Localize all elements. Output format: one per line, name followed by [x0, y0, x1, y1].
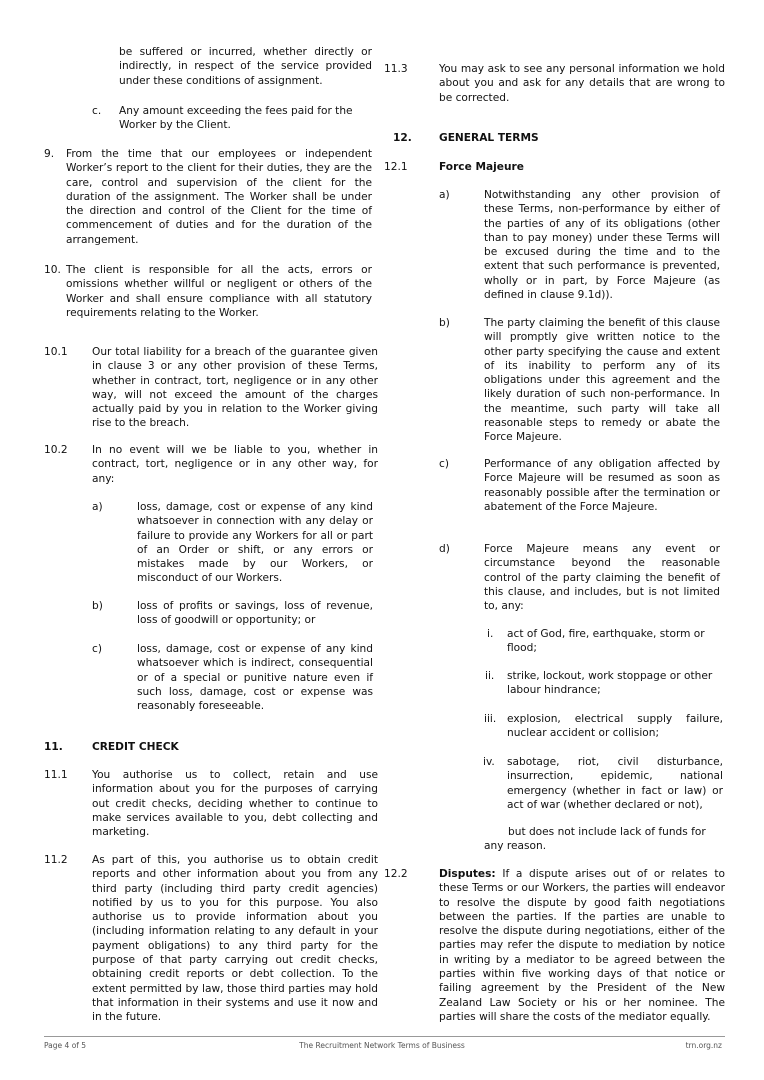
clause-9-text: From the time that our employees or independent Worker’s report to the client for their duties, they are the care, control and supervision of the client for the duration of the assignment. The Worker shall be under the direction and control of the Client for the time of commencement of duties and for the duration of the arrangement.: [66, 148, 372, 246]
force-majeure-a-label: a): [439, 189, 450, 201]
force-majeure-c-label: c): [439, 458, 449, 470]
force-majeure-sub-iii-label: iii.: [484, 713, 497, 725]
footer-website: trn.org.nz: [685, 1041, 722, 1050]
section-12-number: 12.: [393, 132, 412, 144]
force-majeure-sub-iv-text: sabotage, riot, civil disturbance, insurrection, epidemic, national emergency (whether in fact or law) or act of war (whether declared or not),: [507, 756, 723, 811]
force-majeure-c-text: Performance of any obligation affected by Force Majeure will be resumed as soon as reasonably possible after the termination or abatement of the Force Majeure.: [484, 458, 720, 513]
clause-10-2-b-label: b): [92, 600, 103, 612]
force-majeure-sub-iii-text: explosion, electrical supply failure, nuclear accident or collision;: [507, 713, 723, 740]
clause-12-1-heading: Force Majeure: [439, 161, 524, 173]
footer-divider: [44, 1036, 725, 1037]
clause-10-label: 10.: [44, 264, 61, 276]
section-11-heading: CREDIT CHECK: [92, 741, 179, 753]
clause-12-2-heading: Disputes:: [439, 868, 496, 880]
clause-12-2-text: If a dispute arises out of or relates to these Terms or our Workers, the parties will endeavor to resolve the dispute by good faith negotiations between the parties. If the parties are unable to resolve the dispute during negotiations, either of the parties may refer the dispute to mediation by notice in writing by a mediator to be agreed between the parties within five working days of that notice or failing agreement by the President of the New Zealand Law Society or his or her nominee. The parties will share the costs of the mediator equally.: [439, 868, 725, 1023]
section-12-heading: GENERAL TERMS: [439, 132, 539, 144]
clause-11-3-number: 11.3: [384, 63, 408, 75]
clause-10-1-text: Our total liability for a breach of the guarantee given in clause 3 or any other provision of these Terms, whether in contract, tort, negligence or in any other way, will not exceed the amount of the charges actually paid by you in relation to the Worker giving rise to the breach.: [92, 346, 378, 430]
clause-10-2-a-text: loss, damage, cost or expense of any kind whatsoever in connection with any delay or failure to provide any Workers for all or part of an Order or shift, or any errors or mistakes made by our Workers, or misconduct of our Workers.: [137, 501, 373, 585]
item-c-label: c.: [92, 105, 102, 117]
clause-10-2-number: 10.2: [44, 444, 68, 456]
footer-document-title: The Recruitment Network Terms of Business: [299, 1041, 465, 1050]
force-majeure-a-text: Notwithstanding any other provision of these Terms, non-performance by either of the parties of any of its obligations (other than to pay money) under these Terms will be excused during the time and to the extent that such performance is prevented, wholly or in part, by Force Majeure (as defined in clause 9.1d)).: [484, 189, 720, 302]
continued-paragraph: be suffered or incurred, whether directly or indirectly, in respect of the service provided under these conditions of assignment.: [119, 46, 372, 87]
clause-12-2-number: 12.2: [384, 868, 408, 880]
clause-10-2-b-text: loss of profits or savings, loss of revenue, loss of goodwill or opportunity; or: [137, 600, 373, 627]
force-majeure-b-text: The party claiming the benefit of this clause will promptly give written notice to the other party specifying the cause and extent of its inability to perform any of its obligations under this agreement and the likely duration of such non-performance. In the meantime, such party will take all reasonable steps to remedy or abate the Force Majeure.: [484, 317, 720, 444]
force-majeure-b-label: b): [439, 317, 450, 329]
clause-9-label: 9.: [44, 148, 55, 160]
force-majeure-sub-i-label: i.: [487, 628, 494, 640]
clause-10-2-c-label: c): [92, 643, 102, 655]
force-majeure-d-label: d): [439, 543, 450, 555]
item-c-text: Any amount exceeding the fees paid for the Worker by the Client.: [119, 105, 353, 132]
force-majeure-sub-ii-label: ii.: [485, 670, 495, 682]
footer-page-number: Page 4 of 5: [44, 1041, 87, 1050]
clause-10-2-c-text: loss, damage, cost or expense of any kind whatsoever which is indirect, consequential or of a special or punitive nature even if such loss, damage, cost or expense was reasonably foreseeable.: [137, 643, 373, 713]
clause-10-2-text: In no event will we be liable to you, whether in contract, tort, negligence or in any other way, for any:: [92, 444, 378, 485]
force-majeure-sub-i-text: act of God, fire, earthquake, storm or flood;: [507, 628, 705, 655]
force-majeure-d-text: Force Majeure means any event or circumstance beyond the reasonable control of the party claiming the benefit of this clause, and includes, but is not limited to, any:: [484, 543, 720, 613]
clause-10-2-a-label: a): [92, 501, 103, 513]
clause-10-text: The client is responsible for all the acts, errors or omissions whether willful or negligent or others of the Worker and shall ensure compliance with all statutory requirements relating to the Worker.: [66, 264, 372, 319]
clause-11-1-text: You authorise us to collect, retain and use information about you for the purposes of carrying out credit checks, deciding whether to continue to make services available to you, debt collecting and marketing.: [92, 769, 378, 839]
clause-11-1-number: 11.1: [44, 769, 68, 781]
clause-12-2-paragraph: [439, 867, 725, 1024]
clause-11-3-text: You may ask to see any personal information we hold about you and ask for any details that are wrong to be corrected.: [439, 63, 725, 104]
section-11-number: 11.: [44, 741, 63, 753]
clause-11-2-text: As part of this, you authorise us to obtain credit reports and other information about you from any third party (including third party credit agencies) notified by us to you for this purpose. You also authorise us to provide information about you (including information relating to any default in your payment obligations) to any third party for the purpose of that party carrying out credit checks, obtaining credit reports or debt collection. To the extent permitted by law, those third parties may hold that information in their systems and use it now and in the future.: [92, 854, 378, 1024]
clause-11-2-number: 11.2: [44, 854, 68, 866]
clause-12-1-number: 12.1: [384, 161, 408, 173]
force-majeure-sub-ii-text: strike, lockout, work stoppage or other labour hindrance;: [507, 670, 713, 697]
clause-10-1-number: 10.1: [44, 346, 68, 358]
force-majeure-sub-iv-label: iv.: [483, 756, 495, 768]
force-majeure-tail: but does not include lack of funds for any reason.: [484, 826, 706, 853]
